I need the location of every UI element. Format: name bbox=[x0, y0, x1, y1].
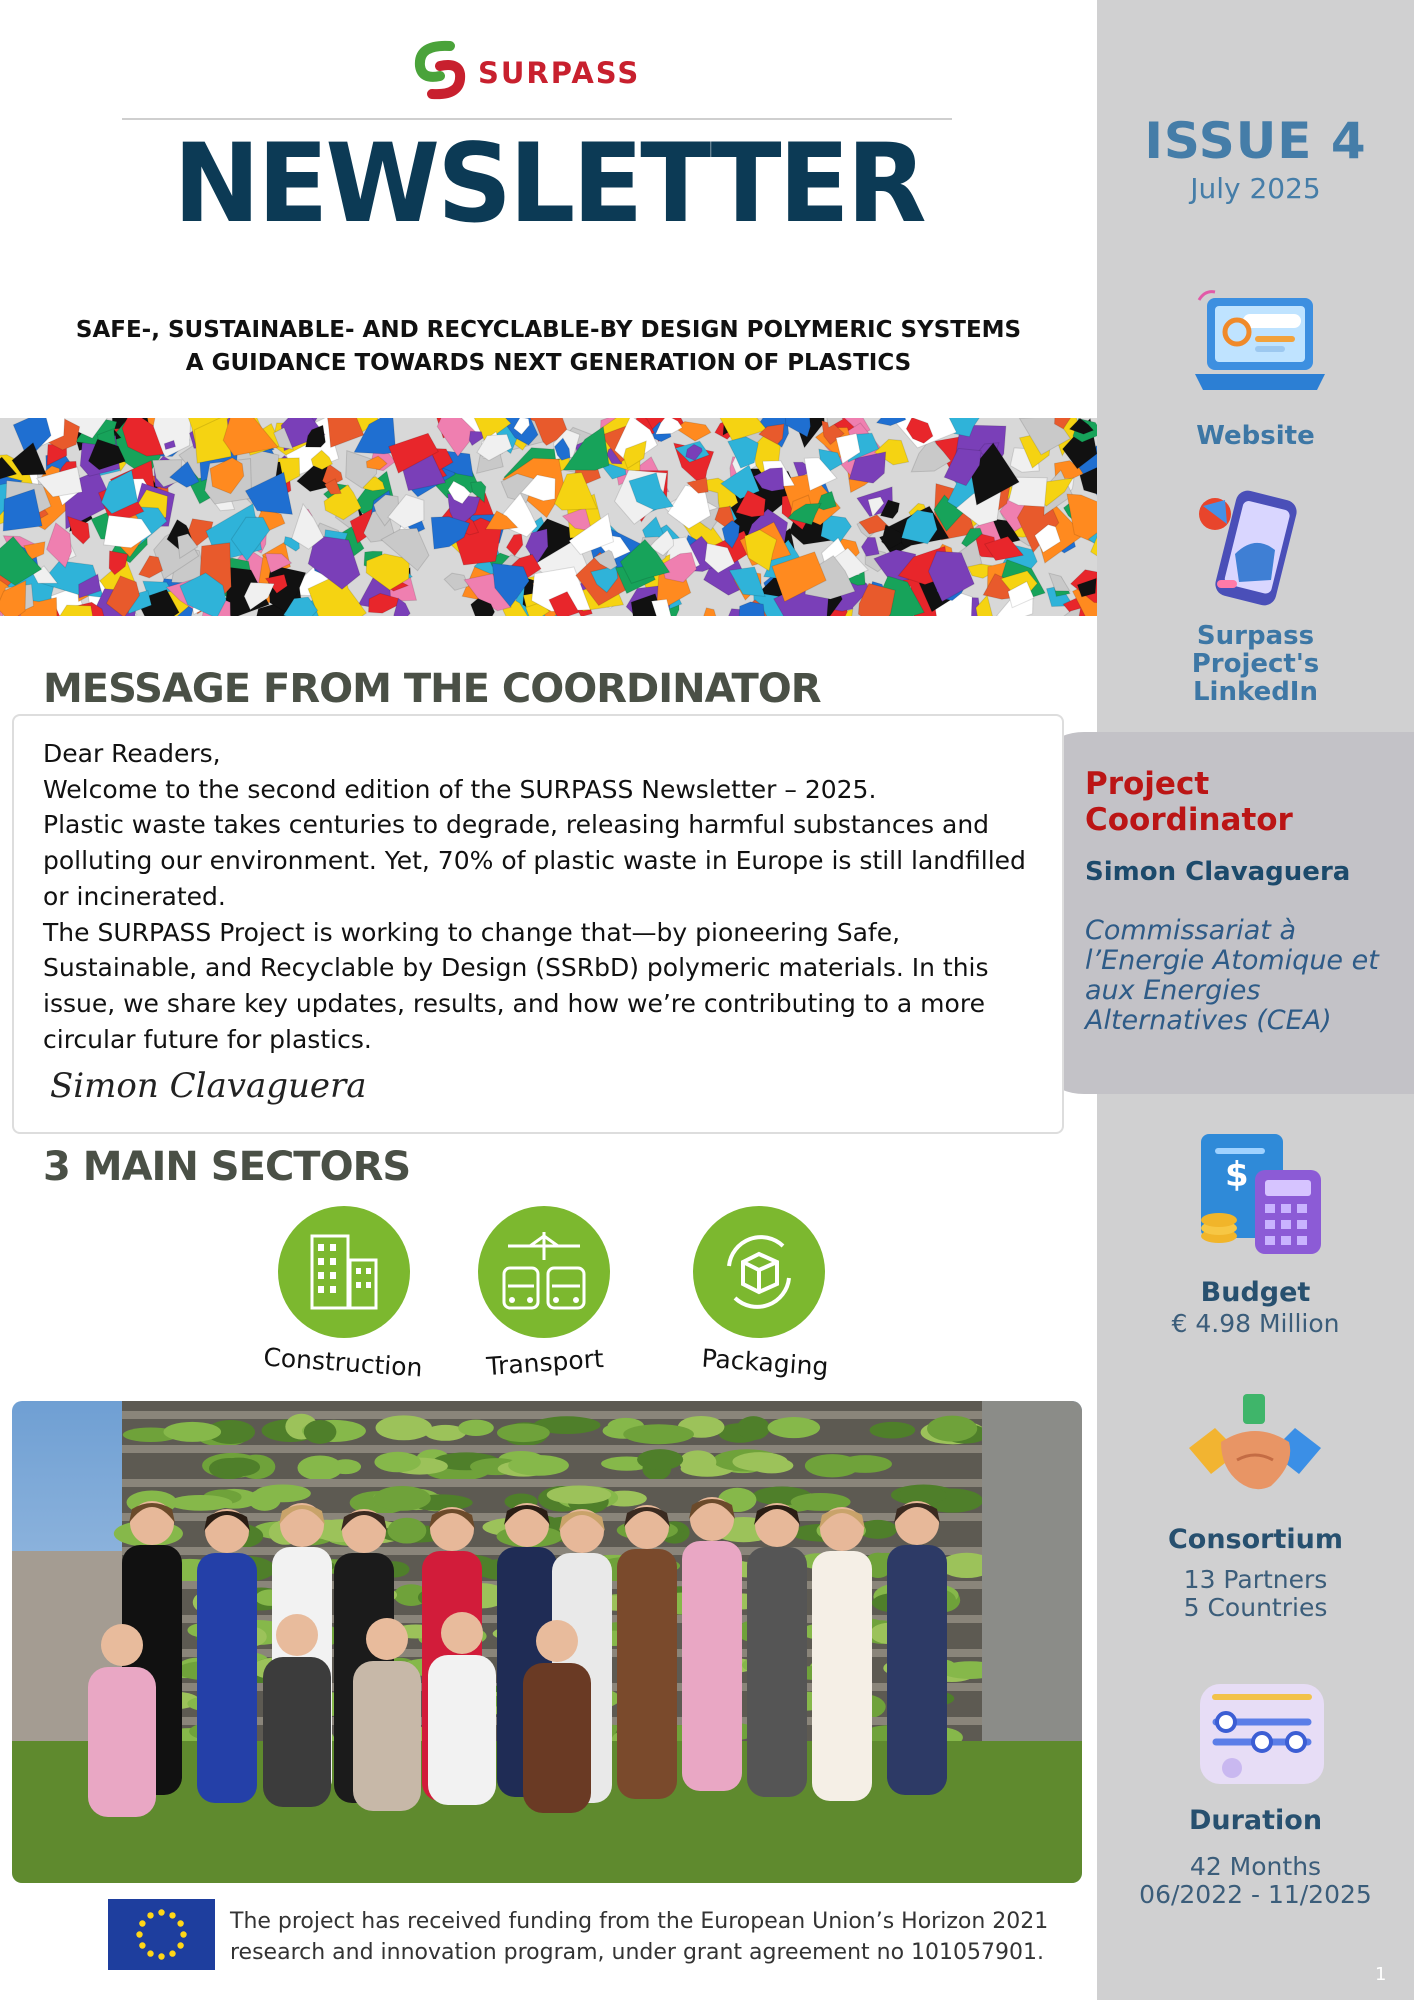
plastic-flakes-image bbox=[0, 418, 1097, 616]
laptop-web-icon[interactable] bbox=[1185, 286, 1335, 406]
budget-label: Budget bbox=[1200, 1277, 1311, 1308]
eu-star bbox=[136, 1931, 142, 1937]
wall-plant bbox=[218, 1458, 260, 1477]
svg-text:$: $ bbox=[1225, 1155, 1249, 1195]
page-number: 1 bbox=[1375, 1964, 1387, 1985]
logo-text: SURPASS bbox=[478, 56, 641, 90]
wall-plant bbox=[374, 1486, 431, 1511]
message-paragraph: Dear Readers, bbox=[43, 739, 221, 768]
wall-plant bbox=[679, 1450, 716, 1473]
sectors-heading: 3 MAIN SECTORS bbox=[43, 1144, 411, 1190]
coordinator-heading: MESSAGE FROM THE COORDINATOR bbox=[43, 666, 821, 712]
funding-line2: research and innovation program, under grant agreement no 101057901. bbox=[230, 1940, 1044, 1965]
linkedin-label-2[interactable]: Project's bbox=[1191, 649, 1320, 679]
message-paragraph: The SURPASS Project is working to change that—by pioneering Safe, Sustainable, and Recyclable by Design (SSRbD) polymeric materials. In this issue, we share key updates, results, and how we’re contributing to a more circular future for plastics. bbox=[43, 917, 989, 1054]
wall-plant bbox=[637, 1449, 683, 1470]
wall-plant bbox=[623, 1424, 694, 1444]
coordinator-role-line2: Coordinator bbox=[1085, 802, 1293, 838]
wall-plant bbox=[869, 1422, 915, 1439]
wall-plant bbox=[163, 1422, 221, 1442]
handshake-icon bbox=[1185, 1390, 1325, 1510]
plastic-flake bbox=[506, 534, 522, 556]
wall-plant bbox=[458, 1420, 494, 1436]
wall-plant bbox=[388, 1518, 427, 1544]
coordinator-organisation bbox=[1085, 916, 1405, 1036]
message-paragraph: Plastic waste takes centuries to degrade, releasing harmful substances and polluting our environment. Yet, 70% of plastic waste in Europe is still landfilled or incinerated. bbox=[43, 810, 1026, 911]
eu-star bbox=[158, 1909, 164, 1915]
team-photo bbox=[12, 1401, 1082, 1883]
social-phone-icon[interactable] bbox=[1195, 484, 1315, 609]
wall-plant bbox=[297, 1455, 342, 1480]
plastic-flake bbox=[444, 573, 468, 590]
wall-plant bbox=[497, 1423, 550, 1442]
duration-dates: 06/2022 - 11/2025 bbox=[1139, 1880, 1372, 1909]
surpass-logo-icon bbox=[410, 40, 470, 100]
duration-months: 42 Months bbox=[1189, 1852, 1322, 1881]
wall-slat bbox=[122, 1445, 982, 1453]
subtitle-line1: SAFE-, SUSTAINABLE- AND RECYCLABLE-BY DESIGN POLYMERIC SYSTEMS bbox=[75, 317, 1022, 343]
wall-plant bbox=[732, 1452, 787, 1471]
wall-plant bbox=[304, 1420, 337, 1444]
subtitle bbox=[0, 314, 1097, 380]
plastic-flake bbox=[861, 537, 879, 556]
sector-label-construction: Construction bbox=[262, 1342, 424, 1383]
coordinator-role bbox=[1085, 766, 1385, 838]
eu-star bbox=[139, 1942, 145, 1948]
subtitle-line2: A GUIDANCE TOWARDS NEXT GENERATION OF PLASTICS bbox=[185, 350, 912, 376]
duration-label: Duration bbox=[1188, 1805, 1323, 1836]
wall-plant bbox=[374, 1452, 420, 1472]
plastic-flake bbox=[47, 523, 72, 568]
transport-icon bbox=[478, 1206, 610, 1338]
eu-flag bbox=[108, 1899, 215, 1970]
wall-plant bbox=[737, 1416, 770, 1440]
plastic-flakes-banner bbox=[0, 418, 1097, 616]
sector-label-packaging: Packaging bbox=[700, 1343, 830, 1382]
eu-star bbox=[169, 1912, 175, 1918]
budget-calculator-icon bbox=[1195, 1130, 1325, 1260]
signature: Simon Clavaguera bbox=[50, 1066, 367, 1106]
wall-plant bbox=[376, 1415, 432, 1440]
wall-plant bbox=[768, 1417, 821, 1438]
eu-star bbox=[177, 1942, 183, 1948]
issue-date: July 2025 bbox=[1190, 172, 1321, 205]
newsletter-title: NEWSLETTER bbox=[173, 118, 924, 248]
coordinator-role-line1: Project bbox=[1085, 766, 1210, 802]
wall-slat bbox=[122, 1479, 982, 1487]
plastic-flake bbox=[739, 602, 766, 616]
sector-label-transport: Transport bbox=[485, 1343, 605, 1382]
wall-plant bbox=[547, 1486, 611, 1505]
plastic-flake bbox=[700, 608, 719, 616]
issue-number: ISSUE 4 bbox=[1144, 112, 1367, 170]
plastic-flake bbox=[139, 556, 163, 578]
packaging-icon bbox=[693, 1206, 825, 1338]
eu-star bbox=[180, 1931, 186, 1937]
wall-plant bbox=[169, 1495, 232, 1511]
consortium-partners: 13 Partners bbox=[1183, 1565, 1328, 1594]
consortium-countries: 5 Countries bbox=[1183, 1593, 1328, 1622]
linkedin-label-1[interactable]: Surpass bbox=[1196, 621, 1315, 651]
wall-plant bbox=[805, 1454, 860, 1477]
budget-value: € 4.98 Million bbox=[1171, 1309, 1340, 1338]
coordinator-org-line4: Alternatives (CEA) bbox=[1085, 1005, 1332, 1036]
plastic-flake bbox=[469, 431, 483, 445]
eu-star bbox=[147, 1950, 153, 1956]
coordinator-org-line1: Commissariat à bbox=[1085, 915, 1297, 946]
timeline-icon bbox=[1192, 1676, 1332, 1796]
linkedin-label-3[interactable]: LinkedIn bbox=[1192, 677, 1318, 707]
eu-star bbox=[139, 1920, 145, 1926]
coordinator-name: Simon Clavaguera bbox=[1085, 857, 1351, 887]
eu-star bbox=[169, 1950, 175, 1956]
coordinator-message bbox=[43, 736, 1048, 1057]
eu-star bbox=[177, 1920, 183, 1926]
team-photo-image bbox=[12, 1401, 1082, 1883]
funding-line1: The project has received funding from the European Union’s Horizon 2021 bbox=[230, 1909, 1049, 1934]
construction-icon bbox=[278, 1206, 410, 1338]
funding-statement bbox=[230, 1906, 1070, 1968]
consortium-label: Consortium bbox=[1167, 1524, 1344, 1555]
plastic-flake bbox=[326, 418, 364, 447]
wall-plant bbox=[927, 1416, 977, 1442]
message-paragraph: Welcome to the second edition of the SURPASS Newsletter – 2025. bbox=[43, 774, 877, 804]
website-label[interactable]: Website bbox=[1196, 421, 1315, 451]
eu-star bbox=[158, 1953, 164, 1959]
wall-plant bbox=[508, 1455, 569, 1476]
coordinator-org-line2: l’Energie Atomique et bbox=[1085, 945, 1379, 976]
coordinator-org-line3: aux Energies bbox=[1085, 975, 1261, 1006]
eu-star bbox=[147, 1912, 153, 1918]
